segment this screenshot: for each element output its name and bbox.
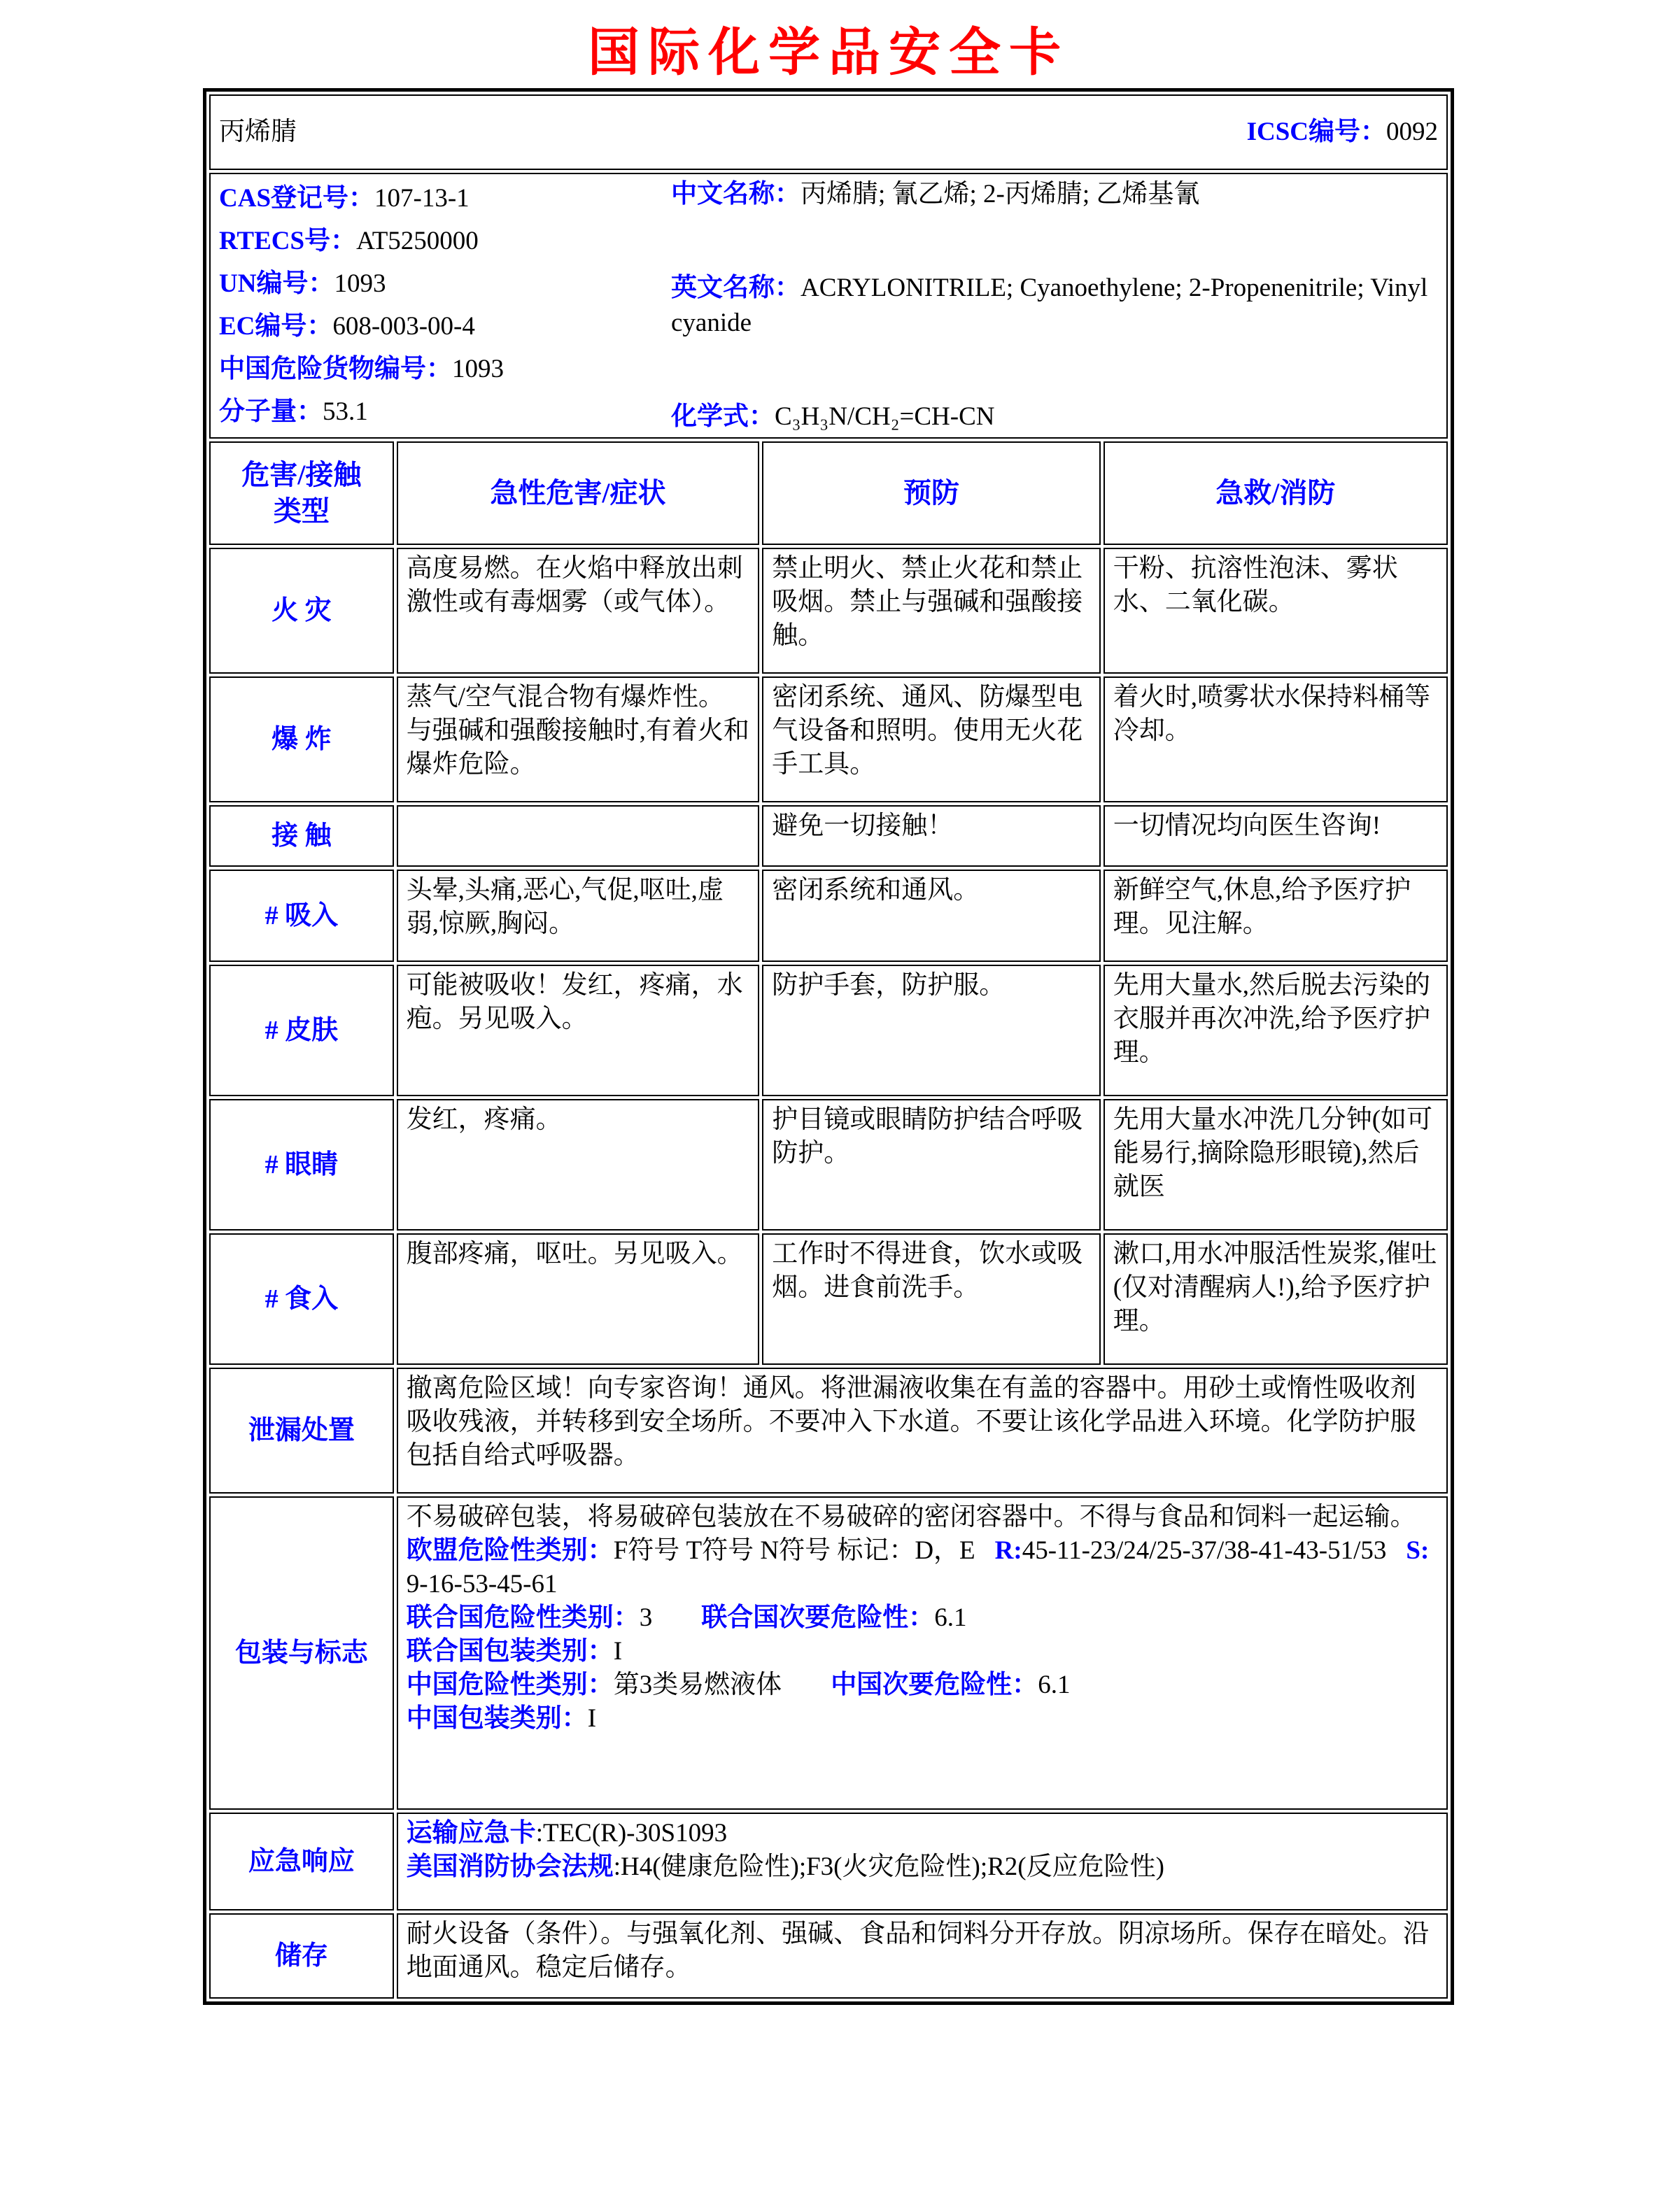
header-hazard-type-line2: 类型	[273, 495, 330, 527]
storage-row	[209, 1913, 1448, 1999]
packaging-note: 不易破碎包装，将易破碎包装放在不易破碎的密闭容器中。不得与食品和饲料一起运输。	[406, 1503, 1416, 1531]
ingestion-symptoms-cell: 腹部疼痛，呕吐。另见吸入。	[397, 1233, 760, 1365]
ingestion-prevention-cell: 工作时不得进食，饮水或吸烟。进食前洗手。	[762, 1233, 1100, 1365]
emergency-row	[209, 1813, 1448, 1910]
cn-packing-group-line	[407, 1702, 1438, 1736]
contact-symptoms-cell	[397, 805, 760, 867]
chinese-name	[671, 177, 1438, 212]
icsc-card-table	[203, 88, 1454, 2005]
packaging-row	[209, 1496, 1448, 1810]
explosion-symptoms-cell: 蒸气/空气混合物有爆炸性。与强碱和强酸接触时,有着火和爆炸危险。	[397, 676, 760, 802]
emergency-cell	[397, 1813, 1448, 1910]
un-packing-group-line	[407, 1635, 1438, 1668]
contact-prevention-cell: 避免一切接触！	[762, 805, 1100, 867]
identifiers-cell	[209, 173, 1448, 439]
english-name	[671, 271, 1438, 341]
storage-label: 储存	[209, 1913, 394, 1999]
transport-emergency-card-label: 运输应急卡	[406, 1819, 536, 1848]
skin-label: # 皮肤	[209, 965, 394, 1096]
eyes-symptoms-cell: 发红，疼痛。	[397, 1099, 760, 1231]
nfpa-code-value: :H4(健康危险性);F3(火灾危险性);R2(反应危险性)	[613, 1852, 1164, 1881]
fire-symptoms-cell: 高度易燃。在火焰中释放出刺激性或有毒烟雾（或气体）。	[397, 548, 760, 674]
header-prevention: 预防	[762, 441, 1100, 545]
s-phrases-label: S:	[1406, 1536, 1430, 1565]
eu-hazard-class-label: 欧盟危险性类别：	[406, 1536, 614, 1565]
skin-response-cell: 先用大量水,然后脱去污染的衣服并再次冲洗,给予医疗护理。	[1104, 965, 1448, 1096]
un-hazard-class-label: 联合国危险性类别：	[406, 1603, 640, 1632]
cas-number-label: CAS登记号：	[219, 184, 375, 213]
cas-number-value: 107-13-1	[374, 184, 470, 213]
header-hazard-type	[209, 441, 394, 545]
hazard-header-row	[209, 441, 1448, 545]
inhalation-prevention-cell: 密闭系统和通风。	[762, 870, 1100, 962]
chemical-name: 丙烯腈	[219, 118, 297, 146]
cn-hazard-class-value: 第3类易燃液体	[613, 1671, 782, 1699]
molecular-weight-label: 分子量：	[219, 397, 323, 426]
eu-hazard-class-line	[407, 1534, 1438, 1601]
china-dg-number-value: 1093	[452, 355, 504, 383]
rtecs-number-value: AT5250000	[356, 227, 479, 255]
ec-number-value: 608-003-00-4	[332, 312, 475, 341]
inhalation-label: # 吸入	[209, 870, 394, 962]
explosion-label: 爆 炸	[209, 676, 394, 802]
packaging-label: 包装与标志	[209, 1496, 394, 1810]
inhalation-row	[209, 870, 1448, 962]
registry-numbers	[219, 177, 671, 434]
transport-emergency-card-line	[407, 1817, 1438, 1850]
fire-response-cell: 干粉、抗溶性泡沫、雾状水、二氧化碳。	[1104, 548, 1448, 674]
un-number-value: 1093	[334, 269, 386, 298]
chemical-formula-value: C₃H₃N/CH₂=CH-CN	[775, 402, 995, 431]
english-name-label: 英文名称：	[671, 274, 801, 302]
un-subsidiary-risk-value: 6.1	[934, 1603, 967, 1632]
chemical-formula-label: 化学式：	[671, 402, 775, 431]
ec-number	[219, 305, 671, 348]
fire-prevention-cell: 禁止明火、禁止火花和禁止吸烟。禁止与强碱和强酸接触。	[762, 548, 1100, 674]
spill-text-cell: 撤离危险区域！向专家咨询！通风。将泄漏液收集在有盖的容器中。用砂土或惰性吸收剂吸收残液，并转移到安全场所。不要冲入下水道。不要让该化学品进入环境。化学防护服包括自给式呼吸器。	[397, 1368, 1448, 1494]
name-cell	[209, 94, 1448, 170]
packaging-cell	[397, 1496, 1448, 1810]
china-dg-number-label: 中国危险货物编号：	[219, 355, 452, 383]
contact-row	[209, 805, 1448, 867]
chinese-name-label: 中文名称：	[671, 180, 801, 208]
un-number-label: UN编号：	[219, 269, 334, 298]
contact-label: 接 触	[209, 805, 394, 867]
spill-row	[209, 1368, 1448, 1494]
cas-number	[219, 177, 671, 220]
rtecs-number	[219, 220, 671, 262]
ingestion-row	[209, 1233, 1448, 1365]
un-packing-group-label: 联合国包装类别：	[406, 1637, 614, 1666]
header-hazard-type-line1: 危害/接触	[241, 459, 362, 490]
cn-packing-group-label: 中国包装类别：	[406, 1704, 588, 1733]
emergency-label: 应急响应	[209, 1813, 394, 1910]
fire-label: 火 灾	[209, 548, 394, 674]
ec-number-label: EC编号：	[219, 312, 333, 341]
cn-subsidiary-risk-label: 中国次要危险性：	[831, 1671, 1038, 1699]
r-phrases-label: R:	[994, 1536, 1022, 1565]
eu-hazard-class-value: F符号 T符号 N符号 标记：D，E	[613, 1536, 975, 1565]
explosion-row	[209, 676, 1448, 802]
page-title: 国际化学品安全卡	[588, 24, 1069, 82]
eyes-prevention-cell: 护目镜或眼睛防护结合呼吸防护。	[762, 1099, 1100, 1231]
cn-hazard-class-line	[407, 1668, 1438, 1702]
eyes-response-cell: 先用大量水冲洗几分钟(如可能易行,摘除隐形眼镜),然后就医	[1104, 1099, 1448, 1231]
r-phrases-value: 45-11-23/24/25-37/38-41-43-51/53	[1022, 1536, 1387, 1565]
cn-packing-group-value: I	[587, 1704, 597, 1733]
molecular-weight-value: 53.1	[323, 397, 368, 426]
english-name-value: ACRYLONITRILE; Cyanoethylene; 2-Propenenitrile; Vinyl cyanide	[671, 274, 1428, 337]
explosion-response-cell: 着火时,喷雾状水保持料桶等冷却。	[1104, 676, 1448, 802]
icsc-number-value: 0092	[1386, 118, 1438, 146]
icsc-number-label: ICSC编号：	[1246, 118, 1386, 146]
spill-label: 泄漏处置	[209, 1368, 394, 1494]
un-subsidiary-risk-label: 联合国次要危险性：	[701, 1603, 935, 1632]
eyes-label: # 眼睛	[209, 1099, 394, 1231]
header-acute-symptoms: 急性危害/症状	[397, 441, 760, 545]
ingestion-label: # 食入	[209, 1233, 394, 1365]
china-dg-number	[219, 348, 671, 390]
cn-subsidiary-risk-value: 6.1	[1038, 1671, 1071, 1699]
cn-hazard-class-label: 中国危险性类别：	[406, 1671, 614, 1699]
explosion-prevention-cell: 密闭系统、通风、防爆型电气设备和照明。使用无火花手工具。	[762, 676, 1100, 802]
un-packing-group-value: I	[613, 1637, 623, 1666]
eyes-row	[209, 1099, 1448, 1231]
molecular-weight	[219, 390, 671, 433]
ingestion-response-cell: 漱口,用水冲服活性炭浆,催吐(仅对清醒病人!),给予医疗护理。	[1104, 1233, 1448, 1365]
nfpa-code-label: 美国消防协会法规	[406, 1852, 614, 1881]
skin-row	[209, 965, 1448, 1096]
un-hazard-class-line	[407, 1601, 1438, 1635]
skin-symptoms-cell: 可能被吸收！发红，疼痛，水疱。另见吸入。	[397, 965, 760, 1096]
chemical-names	[671, 177, 1438, 434]
s-phrases-value: 9-16-53-45-61	[406, 1570, 558, 1598]
chemical-formula	[671, 399, 1438, 434]
skin-prevention-cell: 防护手套，防护服。	[762, 965, 1100, 1096]
icsc-number	[1247, 115, 1438, 149]
storage-text-cell: 耐火设备（条件）。与强氧化剂、强碱、食品和饲料分开存放。阴凉场所。保存在暗处。沿地面通风。稳定后储存。	[397, 1913, 1448, 1999]
rtecs-number-label: RTECS号：	[219, 227, 357, 255]
chinese-name-value: 丙烯腈; 氰乙烯; 2-丙烯腈; 乙烯基氰	[801, 180, 1200, 208]
inhalation-response-cell: 新鲜空气,休息,给予医疗护理。见注解。	[1104, 870, 1448, 962]
nfpa-code-line	[407, 1850, 1438, 1884]
fire-row	[209, 548, 1448, 674]
transport-emergency-card-value: :TEC(R)-30S1093	[535, 1819, 728, 1848]
un-hazard-class-value: 3	[639, 1603, 653, 1632]
inhalation-symptoms-cell: 头晕,头痛,恶心,气促,呕吐,虚弱,惊厥,胸闷。	[397, 870, 760, 962]
identifiers-row	[209, 173, 1448, 439]
header-first-aid: 急救/消防	[1104, 441, 1448, 545]
name-row	[209, 94, 1448, 170]
un-number	[219, 262, 671, 305]
contact-response-cell: 一切情况均向医生咨询!	[1104, 805, 1448, 867]
